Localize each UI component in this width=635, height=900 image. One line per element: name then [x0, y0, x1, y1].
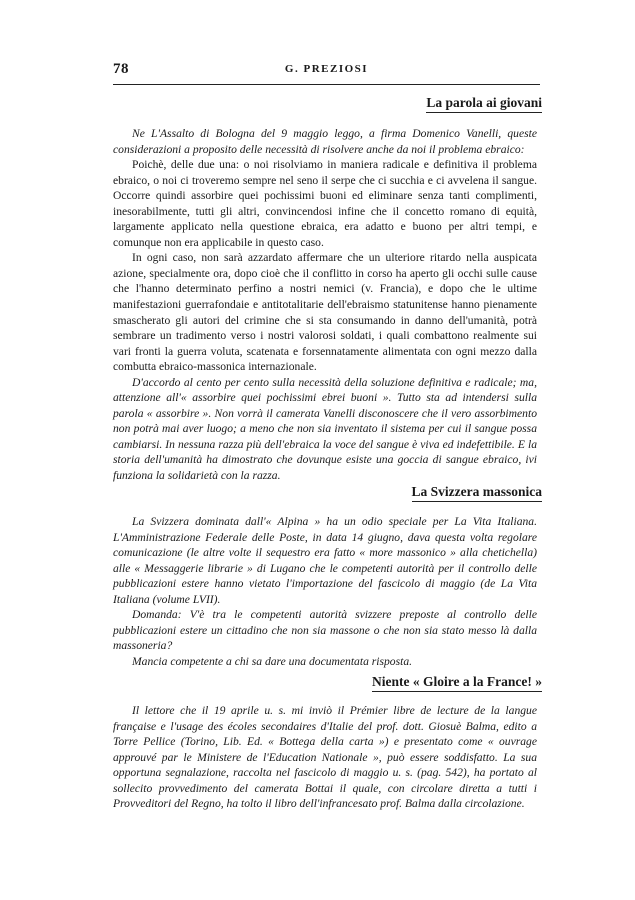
section-body-la-svizzera-massonica [113, 514, 537, 669]
paragraph: Ne L'Assalto di Bologna del 9 maggio leggo, a firma Domenico Vanelli, queste considerazioni a proposito delle necessità di risolvere anche da noi il problema ebraico: [113, 127, 537, 156]
running-head [113, 61, 540, 83]
header-rule [113, 84, 540, 85]
section-heading-niente-gloire-a-la-france: Niente « Gloire a la France! » [372, 674, 542, 692]
paragraph: Il lettore che il 19 aprile u. s. mi inviò il Prémier libre de lecture de la langue française e l'usage des écoles secondaires d'Italie del prof. dott. Giosuè Balma, edito a Torre Pellice (Torino, Lib. Ed. « Bottega della carta ») e presentato come « ouvrage approuvé par le Ministere de l'Education Nationale », può essere soddisfatto. La sua opportuna segnalazione, raccolta nel fascicolo di maggio u. s. (pag. 542), ha portato al sollecito provvedimento del camerata Bottai il quale, con circolare diretta a tutti i Provveditori del Regno, ha tolto il libro dell'infrancesato prof. Balma dalla circolazione. [113, 704, 537, 811]
paragraph: Mancia competente a chi sa dare una documentata risposta. [132, 654, 413, 668]
section-heading-la-svizzera-massonica: La Svizzera massonica [412, 484, 543, 502]
paragraph: La Svizzera dominata dall'« Alpina » ha un odio speciale per La Vita Italiana. L'Amministrazione Federale delle Poste, in data 14 giugno, dava questa volta regolare comunicazione (le altre volte il sequestro era fatto « more massonico » alla chetichella) alle « Messaggerie librarie » di Lugano che le competenti autorità per il controllo delle pubblicazioni estere hanno vietato l'importazione del fascicolo di maggio (de La Vita Italiana (volume LVII). [113, 515, 537, 606]
section-heading-la-parola-ai-giovani: La parola ai giovani [426, 95, 542, 113]
paragraph: Domanda: V'è tra le competenti autorità svizzere preposte al controllo delle pubblicazioni estere un cittadino che non sia massone o che non sia stato messo là dalla massoneria? [113, 608, 537, 653]
section-body-niente-gloire-a-la-france [113, 703, 537, 812]
section-body-la-parola-ai-giovani [113, 126, 537, 484]
paragraph: D'accordo al cento per cento sulla necessità della soluzione definitiva e radicale; ma, attenzione all'« assorbire quei pochissimi ebrei buoni ». Tutto sta ad intendersi sulla parola « assorbire ». Non vorrà il camerata Vanelli disconoscere che il vero assorbimento non potrà mai aver luogo; a meno che non sia inventato il sistema per cui il sangue possa cambiarsi. In nessuna razza più dell'ebraica la voce del sangue è viva ed indefettibile. E la storia dell'umanità ha dimostrato che dovunque esiste una goccia di sangue ebraico, ivi funziona la solidarietà con la razza. [113, 375, 537, 483]
quotation-paragraph: Poichè, delle due una: o noi risolviamo in maniera radicale e definitiva il problema ebraico, o noi ci troveremo sempre nel seno il serpe che ci succhia e ci avvelena il sangue. Occorre quindi assorbire quei pochissimi buoni ed eliminare senza tanti complimenti, inesorabilmente, tutti gli altri, convincendosi infine che il concetto romano di equità, largamente applicato nella questione ebraica, era adatto e buono per altri tempi, e comunque non era applicabile in questo caso. [113, 158, 537, 249]
page-number: 78 [113, 61, 129, 77]
running-title: G. PREZIOSI [284, 63, 369, 75]
quotation-paragraph: In ogni caso, non sarà azzardato affermare che un ulteriore ritardo nella auspicata azione, specialmente ora, dopo cioè che il conflitto in corso ha aperto gli occhi sulle cause che l'hanno determinato perfino a nostri nemici (v. Francia), e dopo che le ultime manifestazioni guerrafondaie e antitotalitarie dell'ebraismo statunitense hanno pienamente smascherato gli autori del crimine che si sta consumando in danno dell'umanità, potrà sembrare un tradimento verso i nostri valorosi soldati, i quali combattono realmente sui vari fronti la guerra voluta, scatenata e forsennatamente alimentata con ogni mezzo dalla combutta ebraico-massonica internazionale. [113, 251, 537, 374]
